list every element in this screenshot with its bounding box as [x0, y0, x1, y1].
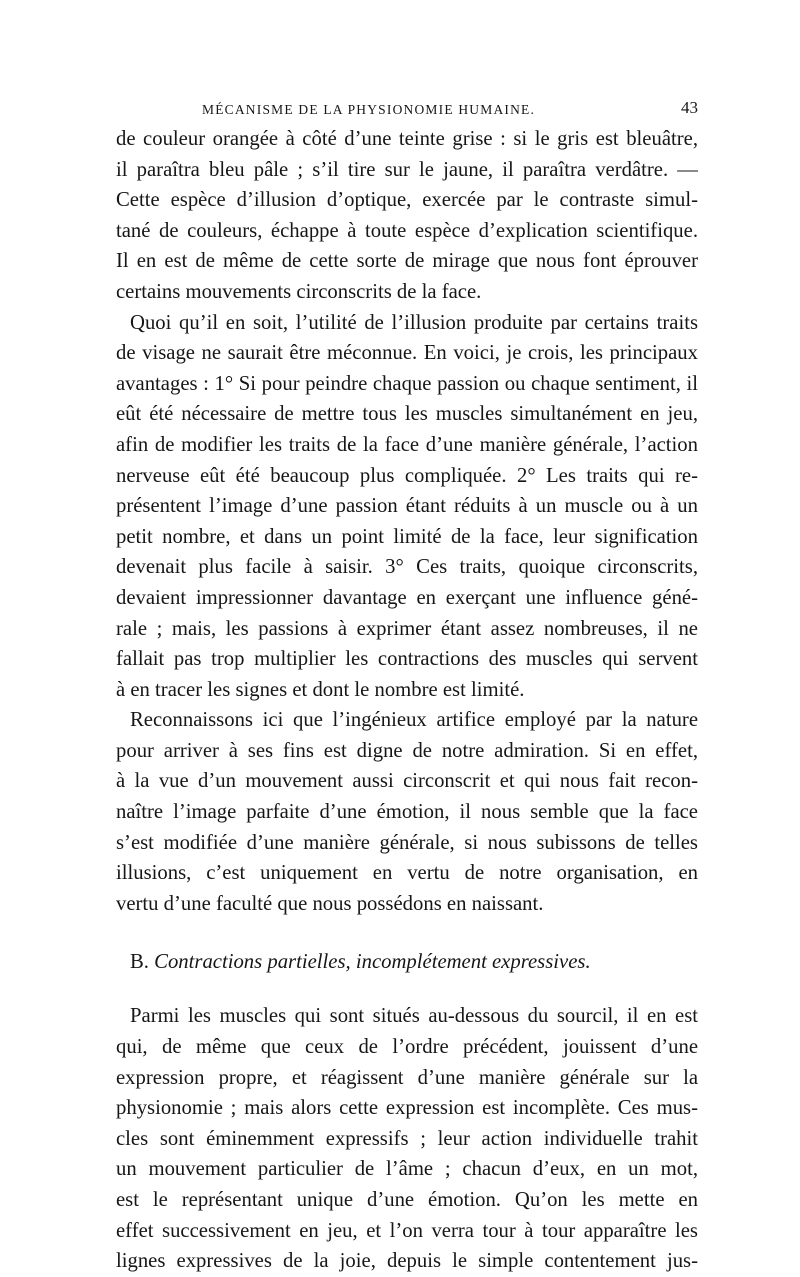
- text-line: rale ; mais, les passions à exprimer étant assez nombreuses, il ne: [116, 617, 698, 640]
- text-line: à en tracer les signes et dont le nombre est limité.: [116, 678, 525, 701]
- text-line: physionomie ; mais alors cette expression est incomplète. Ces mus-: [116, 1097, 698, 1120]
- text-line: Parmi les muscles qui sont situés au-dessous du sourcil, il en est: [130, 1005, 698, 1028]
- text-line: tané de couleurs, échappe à toute espèce d’explication scientifique.: [116, 219, 698, 242]
- text-line: vertu d’une faculté que nous possédons en naissant.: [116, 892, 544, 915]
- text-line: à la vue d’un mouvement aussi circonscrit et qui nous fait recon-: [116, 770, 698, 793]
- text-line: de visage ne saurait être méconnue. En voici, je crois, les principaux: [116, 342, 698, 365]
- text-line: eût été nécessaire de mettre tous les muscles simultanément en jeu,: [116, 403, 698, 426]
- section-letter: B.: [130, 951, 149, 974]
- paragraph-4: [116, 1001, 698, 1276]
- text-line: Quoi qu’il en soit, l’utilité de l’illusion produite par certains traits: [130, 311, 698, 334]
- text-line: cles sont éminemment expressifs ; leur action individuelle trahit: [116, 1127, 698, 1150]
- text-line: fallait pas trop multiplier les contractions des muscles qui servent: [116, 648, 698, 671]
- text-line: lignes expressives de la joie, depuis le simple contentement jus-: [116, 1250, 698, 1273]
- text-line: devaient impressionner davantage en exerçant une influence géné-: [116, 586, 698, 609]
- text-line: Cette espèce d’illusion d’optique, exercée par le contraste simul-: [116, 189, 698, 212]
- text-line: un mouvement particulier de l’âme ; chacun d’eux, en un mot,: [116, 1158, 698, 1181]
- body-text: [116, 124, 698, 1277]
- section-heading: [116, 947, 698, 977]
- text-line: certains mouvements circonscrits de la face.: [116, 280, 482, 303]
- text-line: qui, de même que ceux de l’ordre précédent, jouissent d’une: [116, 1036, 698, 1059]
- paragraph-1: [116, 124, 698, 308]
- text-line: expression propre, et réagissent d’une manière générale sur la: [116, 1066, 698, 1089]
- text-line: naître l’image parfaite d’une émotion, il nous semble que la face: [116, 801, 698, 824]
- text-line: est le représentant unique d’une émotion. Qu’on les mette en: [116, 1189, 698, 1211]
- text-line: présentent l’image d’une passion étant réduits à un muscle ou à un: [116, 495, 698, 518]
- text-line: petit nombre, et dans un point limité de la face, leur signification: [116, 525, 698, 548]
- paragraph-2: [116, 308, 698, 706]
- text-line: effet successivement en jeu, et l’on verra tour à tour apparaître les: [116, 1219, 698, 1242]
- text-line: nerveuse eût été beaucoup plus compliquée. 2° Les traits qui re-: [116, 464, 698, 487]
- text-line: il paraîtra bleu pâle ; s’il tire sur le jaune, il paraîtra verdâtre. —: [116, 158, 698, 181]
- text-line: illusions, c’est uniquement en vertu de notre organisation, en: [116, 862, 698, 885]
- paragraph-3: [116, 705, 698, 919]
- text-line: Il en est de même de cette sorte de mirage que nous font éprouver: [116, 250, 698, 273]
- section-title: Contractions partielles, incomplétement expressives.: [154, 951, 591, 974]
- text-line: devenait plus facile à saisir. 3° Ces traits, quoique circonscrits,: [116, 556, 698, 579]
- text-line: afin de modifier les traits de la face d’une manière générale, l’action: [116, 433, 698, 456]
- running-head: [116, 98, 698, 124]
- text-line: Reconnaissons ici que l’ingénieux artifice employé par la nature: [130, 709, 698, 732]
- text-line: pour arriver à ses fins est digne de notre admiration. Si en effet,: [116, 739, 698, 762]
- text-line: de couleur orangée à côté d’une teinte grise : si le gris est bleuâtre,: [116, 128, 698, 150]
- text-line: avantages : 1° Si pour peindre chaque passion ou chaque sentiment, il: [116, 372, 698, 395]
- running-title: MÉCANISME DE LA PHYSIONOMIE HUMAINE.: [202, 102, 536, 117]
- text-line: s’est modifiée d’une manière générale, si nous subissons de telles: [116, 831, 698, 854]
- page-number: 43: [681, 98, 698, 117]
